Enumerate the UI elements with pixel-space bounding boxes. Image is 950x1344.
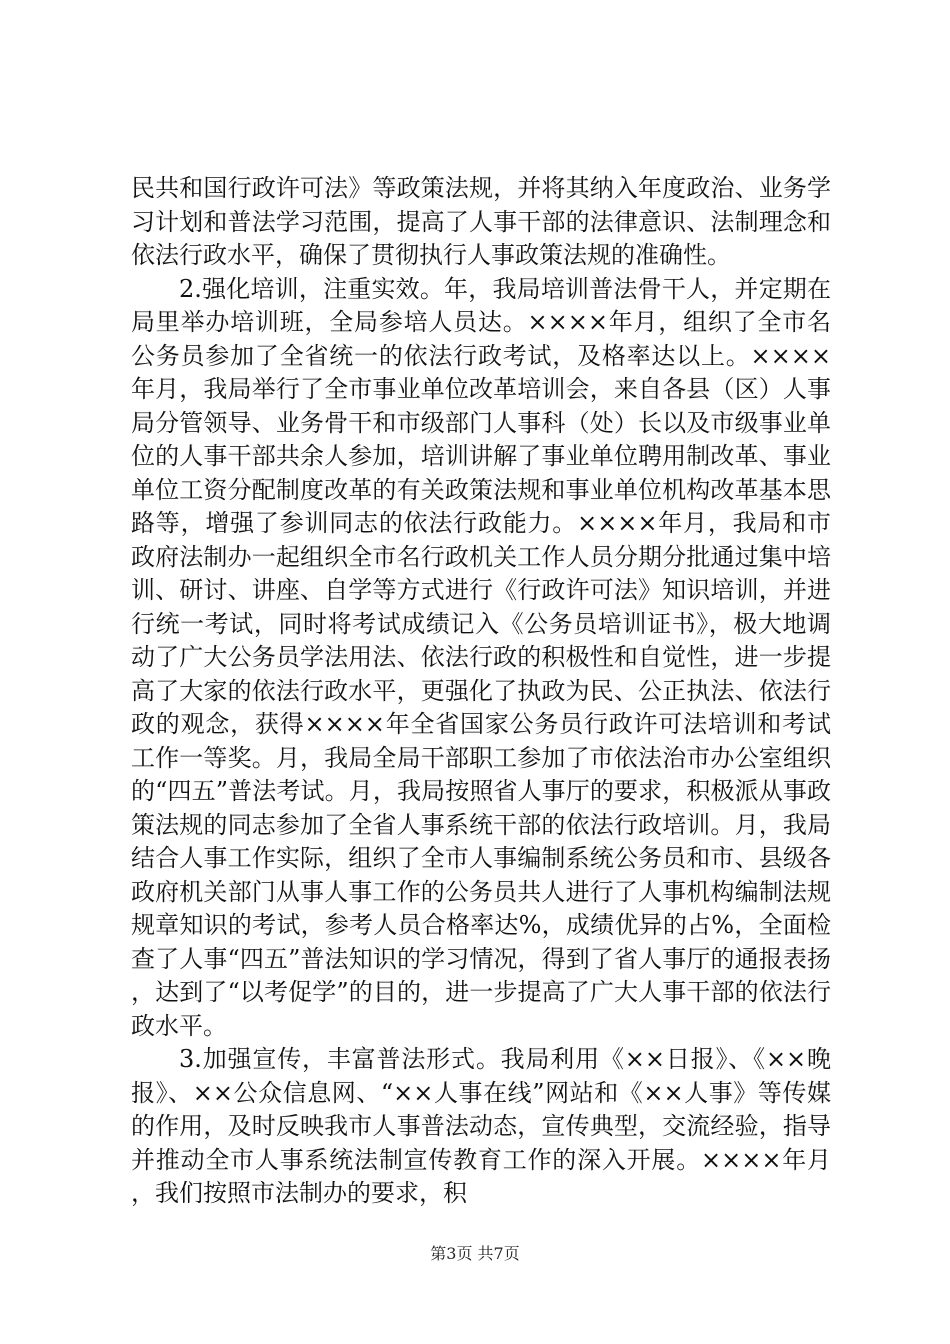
paragraph-publicity: 3.加强宣传，丰富普法形式。我局利用《××日报》、《××晚报》、××公众信息网、“××人事在线”网站和《××人事》等传媒的作用，及时反映我市人事普法动态，宣传典型，交流经验，指导并推动全市人事系统法制宣传教育工作的深入开展。××××年月，我们按照市法制办的要求，积 bbox=[131, 1045, 831, 1207]
paragraph-training: 2.强化培训，注重实效。年，我局培训普法骨干人，并定期在局里举办培训班，全局参培人员达。××××年月，组织了全市名公务员参加了全省统一的依法行政考试，及格率达以上。××××年月，我局举行了全市事业单位改革培训会，来自各县（区）人事局分管领导、业务骨干和市级部门人事科（处）长以及市级事业单位的人事干部共余人参加，培训讲解了事业单位聘用制改革、事业单位工资分配制度改革的有关政策法规和事业单位机构改革基本思路等，增强了参训同志的依法行政能力。××××年月，我局和市政府法制办一起组织全市名行政机关工作人员分期分批通过集中培训、研讨、讲座、自学等方式进行《行政许可法》知识培训，并进行统一考试，同时将考试成绩记入《公务员培训证书》，极大地调动了广大公务员学法用法、依法行政的积极性和自觉性，进一步提高了大家的依法行政水平，更强化了执政为民、公正执法、依法行政的观念，获得××××年全省国家公务员行政许可法培训和考试工作一等奖。月，我局全局干部职工参加了市依法治市办公室组织的“四五”普法考试。月，我局按照省人事厅的要求，积极派从事政策法规的同志参加了全省人事系统干部的依法行政培训。月，我局结合人事工作实际，组织了全市人事编制系统公务员和市、县级各政府机关部门从事人事工作的公务员共人进行了人事机构编制法规规章知识的考试，参考人员合格率达%，成绩优异的占%，全面检查了人事“四五”普法知识的学习情况，得到了省人事厅的通报表扬，达到了“以考促学”的目的，进一步提高了广大人事干部的依法行政水平。 bbox=[131, 274, 831, 1040]
paragraph-continuation: 民共和国行政许可法》等政策法规，并将其纳入年度政治、业务学习计划和普法学习范围，提高了人事干部的法律意识、法制理念和依法行政水平，确保了贯彻执行人事政策法规的准确性。 bbox=[131, 174, 831, 269]
document-body bbox=[131, 172, 831, 1211]
page-footer: 第3页 共7页 bbox=[430, 1244, 520, 1263]
